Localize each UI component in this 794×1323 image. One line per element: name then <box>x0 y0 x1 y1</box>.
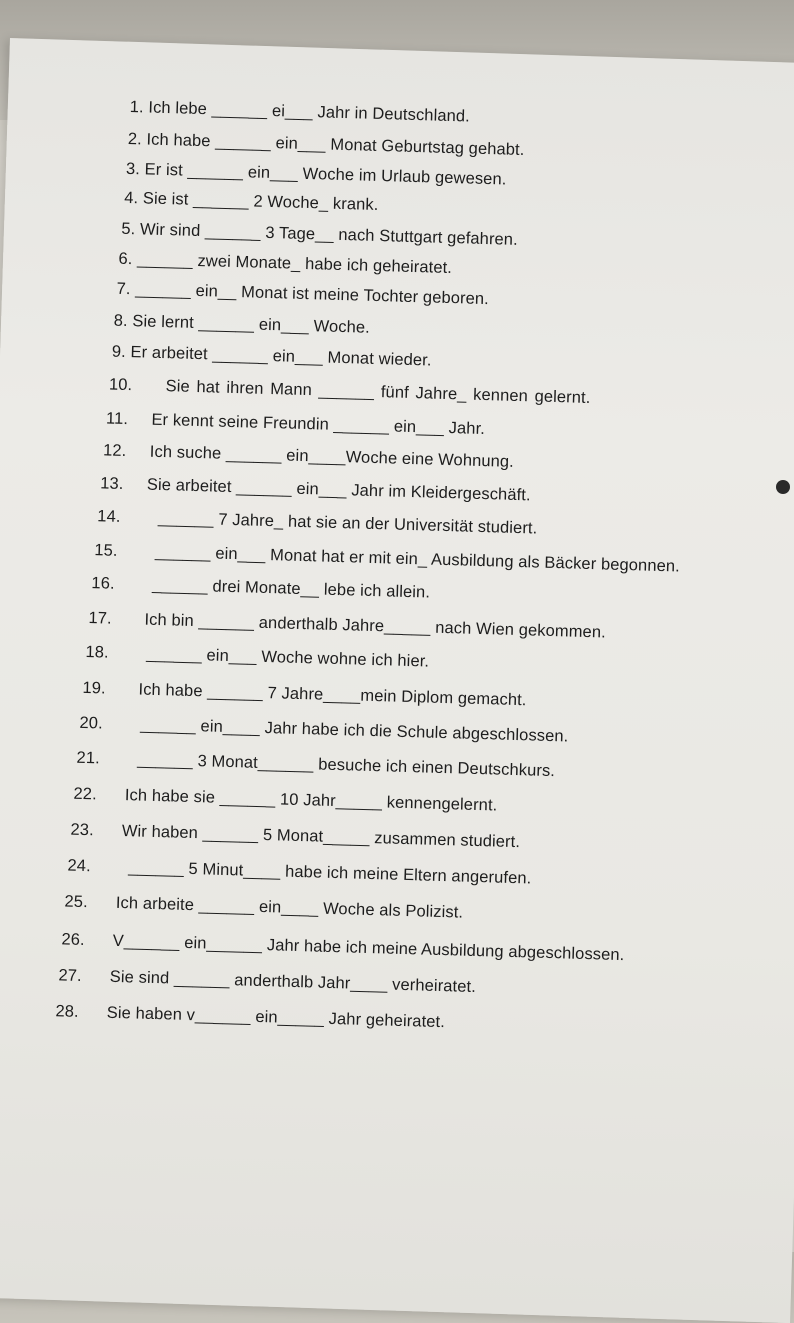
line-number: 24. <box>67 856 92 876</box>
line-text: ______ ein___ Woche wohne ich hier. <box>145 644 430 671</box>
line-number: 2. <box>127 129 143 149</box>
line-text: ______ 5 Minut____ habe ich meine Eltern angerufen. <box>128 858 532 888</box>
line-text: Sie sind ______ anderthalb Jahr____ verheiratet. <box>109 967 477 997</box>
line-text: ______ 3 Monat______ besuche ich einen Deutschkurs. <box>137 750 556 781</box>
line-number: 21. <box>76 748 101 768</box>
line-text: Er arbeitet ______ ein___ Monat wieder. <box>130 343 432 370</box>
line-number: 18. <box>85 642 110 662</box>
line-number: 19. <box>82 678 107 698</box>
line-text: Er ist ______ ein___ Woche im Urlaub gewesen. <box>144 160 507 189</box>
line-number: 1. <box>129 98 144 117</box>
line-number: 17. <box>88 609 112 628</box>
line-number: 26. <box>61 930 85 950</box>
line-number: 9. <box>111 342 127 361</box>
line-text: Er kennt seine Freundin ______ ein___ Jahr. <box>151 410 486 439</box>
line-text: ______ drei Monate__ lebe ich allein. <box>151 575 431 602</box>
punch-hole <box>776 480 790 494</box>
line-text: Wir sind ______ 3 Tage__ nach Stuttgart gefahren. <box>139 220 519 249</box>
line-text: Wir haben ______ 5 Monat_____ zusammen studiert. <box>121 822 521 852</box>
line-number: 7. <box>116 279 131 299</box>
line-text: Ich lebe ______ ei___ Jahr in Deutschland. <box>148 98 471 126</box>
line-number: 6. <box>118 249 133 269</box>
line-number: 25. <box>64 892 89 912</box>
line-text: Ich habe sie ______ 10 Jahr_____ kennengelernt. <box>124 786 498 815</box>
line-number: 16. <box>91 574 115 593</box>
line-number: 10. <box>108 375 133 395</box>
line-text: Sie ist ______ 2 Woche_ krank. <box>142 189 379 214</box>
line-text: Ich bin ______ anderthalb Jahre_____ nach Wien gekommen. <box>144 610 607 642</box>
line-number: 27. <box>58 966 82 985</box>
line-number: 28. <box>55 1002 79 1021</box>
line-number: 8. <box>113 311 128 331</box>
line-text: Ich habe ______ 7 Jahre____mein Diplom gemacht. <box>138 680 527 710</box>
line-text: Sie hat ihren Mann ______ fünf Jahre_ kennen gelernt. <box>165 377 591 407</box>
line-number: 13. <box>99 474 124 493</box>
line-number: 3. <box>125 159 141 179</box>
line-text: Ich suche ______ ein____Woche eine Wohnung. <box>149 442 515 471</box>
line-number: 15. <box>94 541 118 560</box>
line-text: Sie lernt ______ ein___ Woche. <box>132 312 371 337</box>
line-number: 20. <box>79 713 104 733</box>
line-number: 14. <box>97 507 121 526</box>
line-number: 4. <box>123 188 139 208</box>
line-text: ______ ein___ Monat hat er mit ein_ Ausbildung als Bäcker begonnen. <box>154 542 681 576</box>
line-text: ______ 7 Jahre_ hat sie an der Universität studiert. <box>157 508 538 538</box>
line-text: Sie haben v______ ein_____ Jahr geheiratet. <box>106 1003 446 1032</box>
line-number: 11. <box>105 409 129 429</box>
line-text: ______ zwei Monate_ habe ich geheiratet. <box>136 250 453 278</box>
line-number: 23. <box>70 820 95 840</box>
line-text: Ich arbeite ______ ein____ Woche als Polizist. <box>115 893 464 922</box>
line-text: ______ ein____ Jahr habe ich die Schule abgeschlossen. <box>139 715 569 746</box>
line-number: 12. <box>102 441 127 461</box>
line-number: 22. <box>73 784 98 804</box>
line-text: Sie arbeitet ______ ein___ Jahr im Kleidergeschäft. <box>146 475 531 505</box>
line-text: Ich habe ______ ein___ Monat Geburtstag gehabt. <box>146 130 525 160</box>
line-number: 5. <box>121 219 136 239</box>
line-text: ______ ein__ Monat ist meine Tochter geboren. <box>135 280 490 309</box>
line-text: V______ ein______ Jahr habe ich meine Ausbildung abgeschlossen. <box>112 931 625 965</box>
